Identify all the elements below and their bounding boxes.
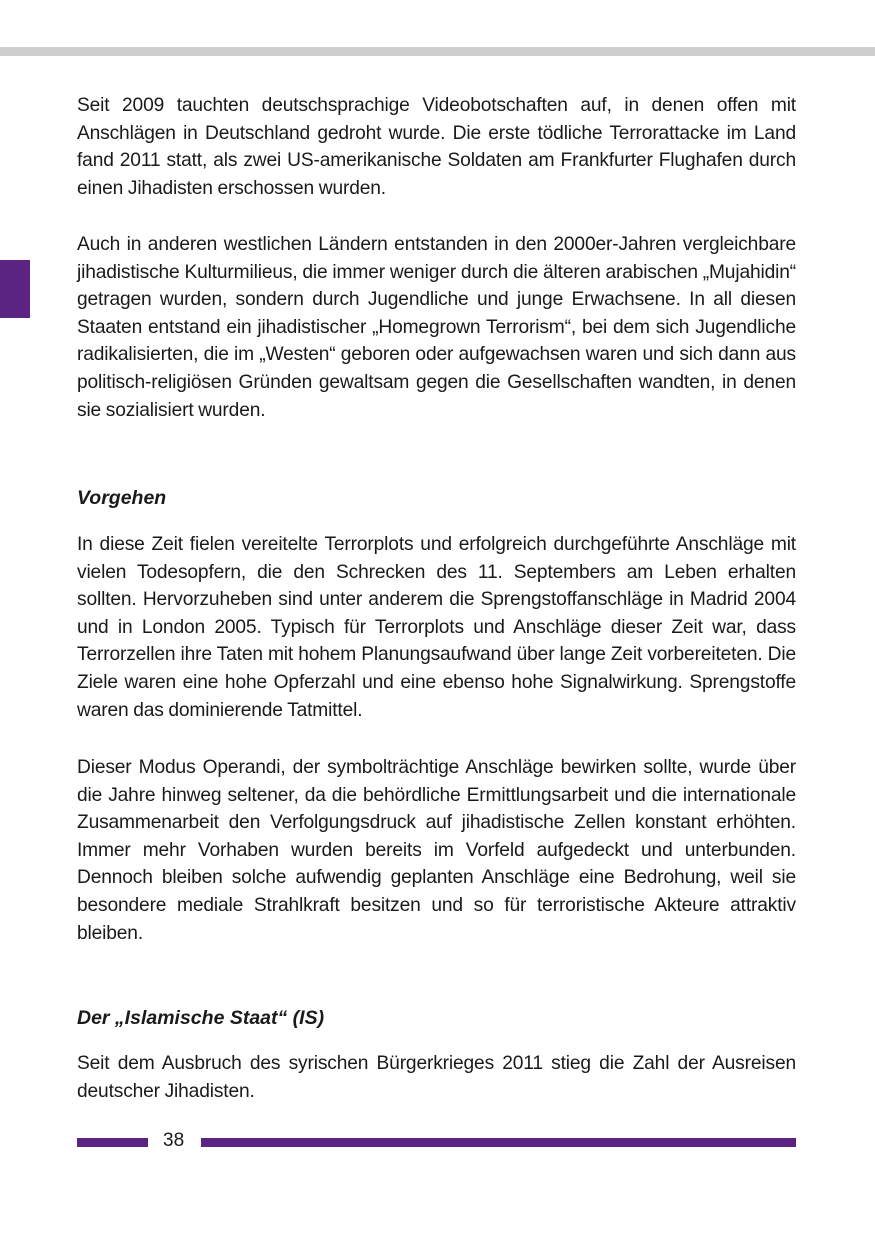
- chapter-tab-marker: [0, 260, 30, 318]
- footer-bar-left: [77, 1138, 148, 1147]
- page-footer: [77, 1126, 796, 1156]
- paragraph-modus-operandi: Dieser Modus Operandi, der symbolträchtige Anschläge bewirken sollte, wurde über die Jahre hinweg seltener, da die behördliche Ermittlungsarbeit und die internationale Zusammenarbeit den Verfolgungsdruck auf jihadistische Zellen konstant erhöhten. Immer mehr Vorhaben wurden bereits im Vorfeld aufgedeckt und unterbunden. Dennoch bleiben solche aufwendig geplanten Anschläge eine Bedrohung, weil sie besondere mediale Strahlkraft besitzen und so für terroristische Akteure attraktiv bleiben.: [77, 757, 796, 944]
- section-heading-vorgehen: Vorgehen: [77, 487, 167, 509]
- footer-bar-right: [201, 1138, 796, 1147]
- paragraph-terrorplots: In diese Zeit fielen vereitelte Terrorplots und erfolgreich durchgeführte Anschläge mit vielen Todesopfern, die den Schrecken des 11. Septembers am Leben erhalten sollten. Hervorzuheben sind unter anderem die Sprengstoffanschläge in Madrid 2004 und in London 2005. Typisch für Terrorplots und Anschläge dieser Zeit war, dass Terrorzellen ihre Taten mit hohem Planungsaufwand über lange Zeit vorbereiteten. Die Ziele waren eine hohe Opferzahl und eine ebenso hohe Signalwirkung. Sprengstoffe waren das dominierende Tatmittel.: [77, 534, 796, 721]
- paragraph-buergerkrieg: Seit dem Ausbruch des syrischen Bürgerkrieges 2011 stieg die Zahl der Ausreisen deutscher Jihadisten.: [77, 1053, 796, 1102]
- paragraph-videobotschaften: Seit 2009 tauchten deutschsprachige Videobotschaften auf, in denen offen mit Anschlägen in Deutschland gedroht wurde. Die erste tödliche Terrorattacke im Land fand 2011 statt, als zwei US-amerikanische Soldaten am Frankfurter Flughafen durch einen Jihadisten erschossen wurden.: [77, 95, 796, 199]
- header-rule: [0, 47, 875, 56]
- page-number: 38: [163, 1130, 185, 1151]
- section-heading-islamischer-staat: Der „Islamische Staat“ (IS): [77, 1007, 325, 1029]
- paragraph-homegrown-terrorism: Auch in anderen westlichen Ländern entstanden in den 2000er-Jahren vergleichbare jihadistische Kulturmilieus, die immer weniger durch die älteren arabischen „Mujahidin“ getragen wurden, sondern durch Jugendliche und junge Erwachsene. In all diesen Staaten entstand ein jihadistischer „Homegrown Terrorism“, bei dem sich Jugendliche radikalisierten, die im „Westen“ geboren oder aufgewachsen waren und sich dann aus politisch-religiösen Gründen gewaltsam gegen die Gesellschaften wandten, in denen sie sozialisiert wurden.: [77, 234, 796, 421]
